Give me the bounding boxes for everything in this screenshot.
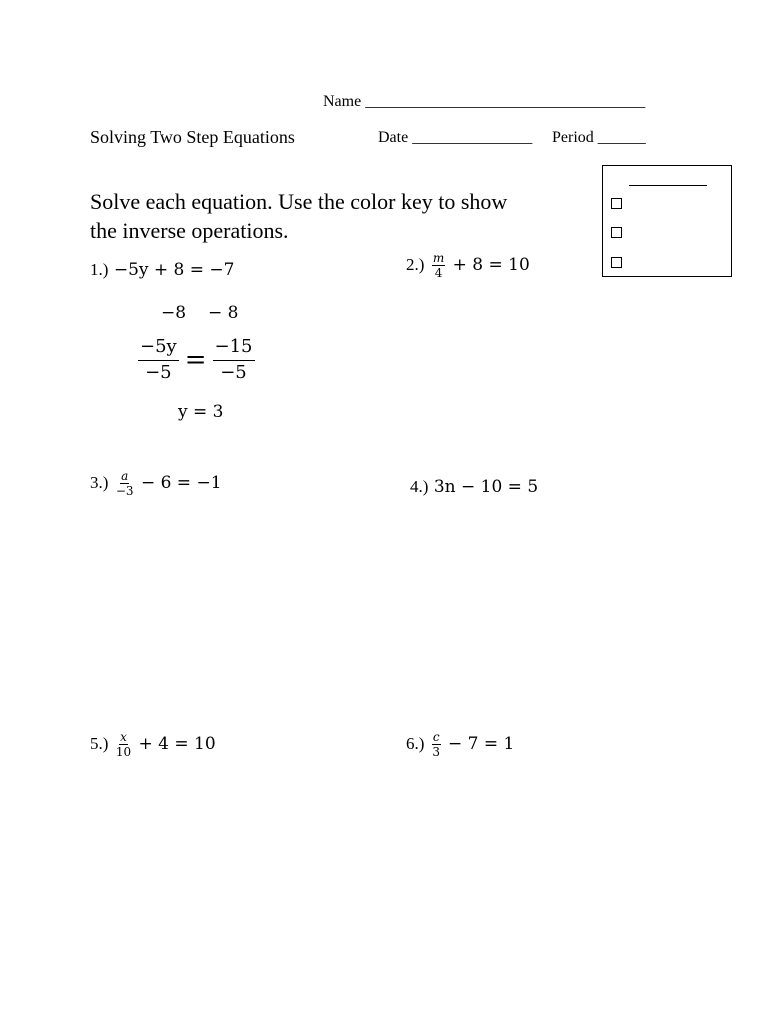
color-key-checkbox-1[interactable] xyxy=(611,198,622,209)
problem-3-label: 3.) xyxy=(90,473,109,492)
problem-2-rest: + 8 = 10 xyxy=(452,255,530,275)
work-fraction-left xyxy=(138,338,179,383)
problem-6-denominator: 3 xyxy=(432,745,441,759)
color-key-checkbox-3[interactable] xyxy=(611,257,622,268)
problem-5-numerator: x xyxy=(120,730,127,744)
period-label: Period xyxy=(552,129,594,146)
problem-5 xyxy=(90,731,216,758)
work-equals-sign: = xyxy=(184,345,207,376)
problem-3 xyxy=(90,470,222,497)
color-key-box xyxy=(602,165,732,277)
problem-5-label: 5.) xyxy=(90,734,109,753)
problem-6 xyxy=(406,731,514,758)
problem-2-fraction xyxy=(432,252,445,279)
name-field[interactable] xyxy=(323,93,645,111)
date-blank[interactable]: _______________ xyxy=(412,129,533,146)
problem-1 xyxy=(90,260,234,280)
problem-5-rest: + 4 = 10 xyxy=(138,734,216,754)
problem-6-numerator: c xyxy=(432,730,440,744)
period-blank[interactable]: ______ xyxy=(597,129,646,146)
problem-2-label: 2.) xyxy=(406,255,425,274)
problem-2-numerator: m xyxy=(432,251,445,265)
work-answer: y = 3 xyxy=(178,402,224,422)
name-blank[interactable]: ___________________________________ xyxy=(365,93,646,110)
problem-2 xyxy=(406,252,530,279)
work-fraction-right-numerator: −15 xyxy=(213,338,255,361)
period-field[interactable] xyxy=(552,129,646,147)
problem-4-label: 4.) xyxy=(410,477,429,496)
instructions-line-2: the inverse operations. xyxy=(90,218,289,243)
problem-6-fraction xyxy=(432,731,441,758)
problem-5-denominator: 10 xyxy=(115,745,132,759)
problem-1-label: 1.) xyxy=(90,260,109,279)
name-label: Name xyxy=(323,93,362,110)
problem-2-denominator: 4 xyxy=(434,266,443,280)
problem-3-denominator: −3 xyxy=(115,484,134,498)
problem-3-rest: − 6 = −1 xyxy=(140,473,222,493)
color-key-title-line xyxy=(629,185,707,186)
date-label: Date xyxy=(378,129,409,146)
problem-6-rest: − 7 = 1 xyxy=(447,734,515,754)
work-step-1-left: −8 xyxy=(161,303,187,323)
work-fraction-right xyxy=(213,338,255,383)
problem-5-fraction xyxy=(116,731,131,758)
instructions xyxy=(90,187,507,245)
work-division-step xyxy=(138,338,255,383)
worksheet-title: Solving Two Step Equations xyxy=(90,127,295,147)
problem-3-fraction xyxy=(116,470,134,497)
work-fraction-right-denominator: −5 xyxy=(220,361,247,383)
work-fraction-left-denominator: −5 xyxy=(145,361,172,383)
problem-6-label: 6.) xyxy=(406,734,425,753)
problem-4 xyxy=(410,477,538,497)
work-fraction-left-numerator: −5y xyxy=(138,338,179,361)
problem-4-equation: 3n − 10 = 5 xyxy=(433,477,539,497)
work-step-1-right: − 8 xyxy=(208,303,239,323)
instructions-line-1: Solve each equation. Use the color key to show xyxy=(90,189,508,214)
color-key-checkbox-2[interactable] xyxy=(611,227,622,238)
problem-1-equation: −5y + 8 = −7 xyxy=(113,260,235,280)
problem-3-numerator: a xyxy=(121,469,129,483)
date-field[interactable] xyxy=(378,129,532,147)
